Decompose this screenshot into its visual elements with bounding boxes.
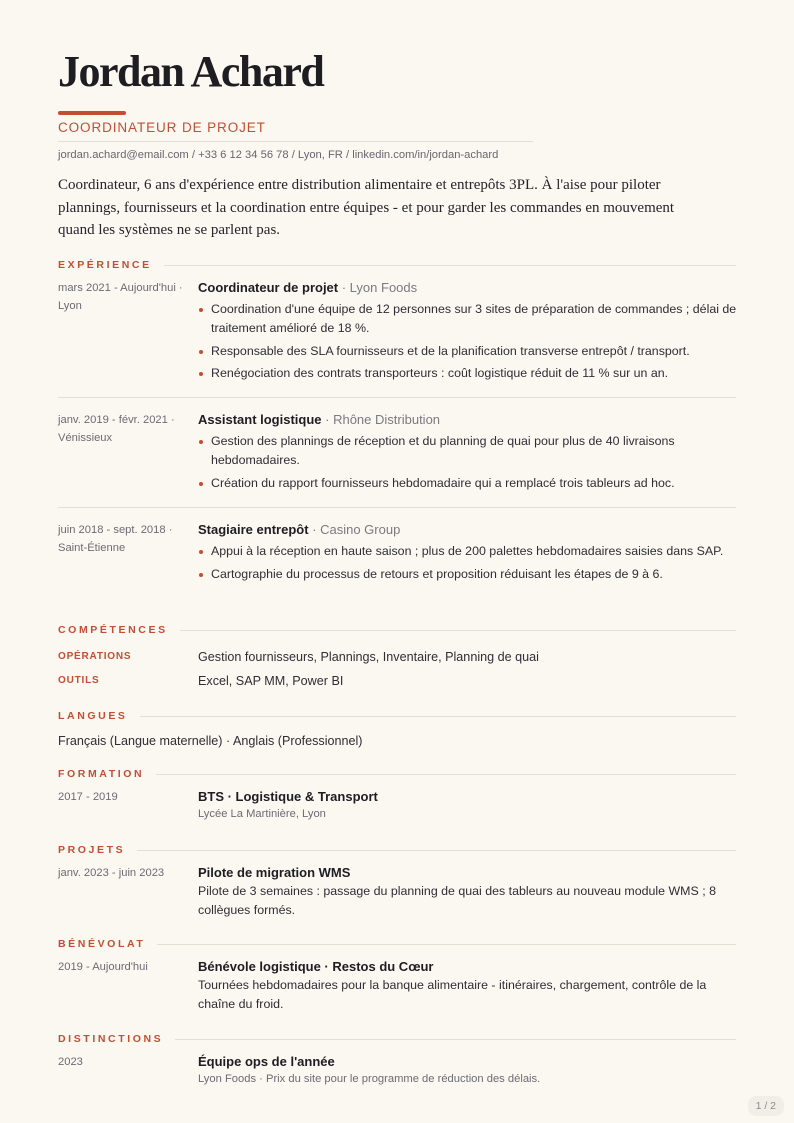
section-label: PROJETS bbox=[58, 843, 137, 857]
experience-date: juin 2018 - sept. 2018 · Saint-Étienne bbox=[58, 524, 173, 554]
section-label: COMPÉTENCES bbox=[58, 623, 180, 637]
section-projects bbox=[58, 843, 736, 857]
award-date: 2023 bbox=[58, 1056, 83, 1068]
section-volunteer bbox=[58, 937, 736, 951]
summary: Coordinateur, 6 ans d'expérience entre distribution alimentaire et entrepôts 3PL. À l'aise pour piloter plannings, fournisseurs et la coordination entre équipes - et pour garder les commandes en mouvement quand les systèmes ne se parlent pas. bbox=[58, 177, 675, 238]
section-label: BÉNÉVOLAT bbox=[58, 937, 157, 951]
experience-bullets bbox=[198, 542, 738, 584]
bullet: Cartographie du processus de retours et proposition réduisant les étapes de 9 à 6. bbox=[198, 565, 738, 584]
experience-bullets bbox=[198, 300, 738, 383]
education-school: Lycée La Martinière, Lyon bbox=[198, 808, 326, 820]
divider bbox=[58, 507, 736, 508]
candidate-name: Jordan Achard bbox=[58, 47, 324, 96]
section-label: EXPÉRIENCE bbox=[58, 258, 164, 272]
volunteer-description: Tournées hebdomadaires pour la banque alimentaire - itinéraires, chargement, contrôle de la chaîne du froid. bbox=[198, 978, 707, 1011]
project-date: janv. 2023 - juin 2023 bbox=[58, 867, 165, 879]
bullet: Coordination d'une équipe de 12 personnes sur 3 sites de préparation de commandes ; délai de traitement amélioré de 18 %. bbox=[198, 300, 738, 338]
job-role: COORDINATEUR DE PROJET bbox=[58, 120, 266, 135]
page-number-badge: 1 / 2 bbox=[748, 1096, 784, 1116]
volunteer-date: 2019 - Aujourd'hui bbox=[58, 961, 148, 973]
skill-category: OPÉRATIONS bbox=[58, 651, 132, 662]
bullet: Renégociation des contrats transporteurs : coût logistique réduit de 11 % sur un an. bbox=[198, 364, 738, 383]
experience-title: Assistant logistique · Rhône Distribution bbox=[198, 412, 441, 427]
project-description: Pilote de 3 semaines : passage du planning de quai des tableurs au nouveau module WMS ; 8 collègues formés. bbox=[198, 884, 716, 917]
accent-bar bbox=[58, 111, 126, 115]
experience-title: Stagiaire entrepôt · Casino Group bbox=[198, 522, 401, 537]
award-description: Lyon Foods · Prix du site pour le programme de réduction des délais. bbox=[198, 1073, 541, 1085]
education-title: BTS · Logistique & Transport bbox=[198, 789, 378, 804]
skill-category: OUTILS bbox=[58, 675, 100, 686]
section-label: DISTINCTIONS bbox=[58, 1032, 175, 1046]
experience-date: janv. 2019 - févr. 2021 · Vénissieux bbox=[58, 414, 175, 444]
section-awards bbox=[58, 1032, 736, 1046]
volunteer-title: Bénévole logistique · Restos du Cœur bbox=[198, 959, 434, 974]
languages-line: Français (Langue maternelle) · Anglais (Professionnel) bbox=[58, 734, 363, 748]
bullet: Appui à la réception en haute saison ; plus de 200 palettes hebdomadaires saisies dans SAP. bbox=[198, 542, 738, 561]
skill-values: Gestion fournisseurs, Plannings, Inventaire, Planning de quai bbox=[198, 650, 539, 664]
section-education bbox=[58, 767, 736, 781]
bullet: Responsable des SLA fournisseurs et de la planification transverse entrepôt / transport. bbox=[198, 342, 738, 361]
experience-bullets bbox=[198, 432, 738, 493]
experience-title: Coordinateur de projet · Lyon Foods bbox=[198, 280, 418, 295]
award-title: Équipe ops de l'année bbox=[198, 1054, 335, 1069]
contact-line: jordan.achard@email.com / +33 6 12 34 56 78 / Lyon, FR / linkedin.com/in/jordan-achard bbox=[58, 149, 499, 161]
bullet: Gestion des plannings de réception et du planning de quai pour plus de 40 livraisons hebdomadaires. bbox=[198, 432, 738, 470]
experience-date: mars 2021 - Aujourd'hui · Lyon bbox=[58, 282, 183, 312]
header-divider bbox=[58, 141, 533, 142]
section-experience bbox=[58, 258, 736, 272]
divider bbox=[58, 397, 736, 398]
project-title: Pilote de migration WMS bbox=[198, 865, 351, 880]
bullet: Création du rapport fournisseurs hebdomadaire qui a remplacé trois tableurs ad hoc. bbox=[198, 474, 738, 493]
section-languages bbox=[58, 709, 736, 723]
section-skills bbox=[58, 623, 736, 637]
section-label: FORMATION bbox=[58, 767, 156, 781]
section-label: LANGUES bbox=[58, 709, 140, 723]
education-date: 2017 - 2019 bbox=[58, 791, 118, 803]
skill-values: Excel, SAP MM, Power BI bbox=[198, 674, 344, 688]
